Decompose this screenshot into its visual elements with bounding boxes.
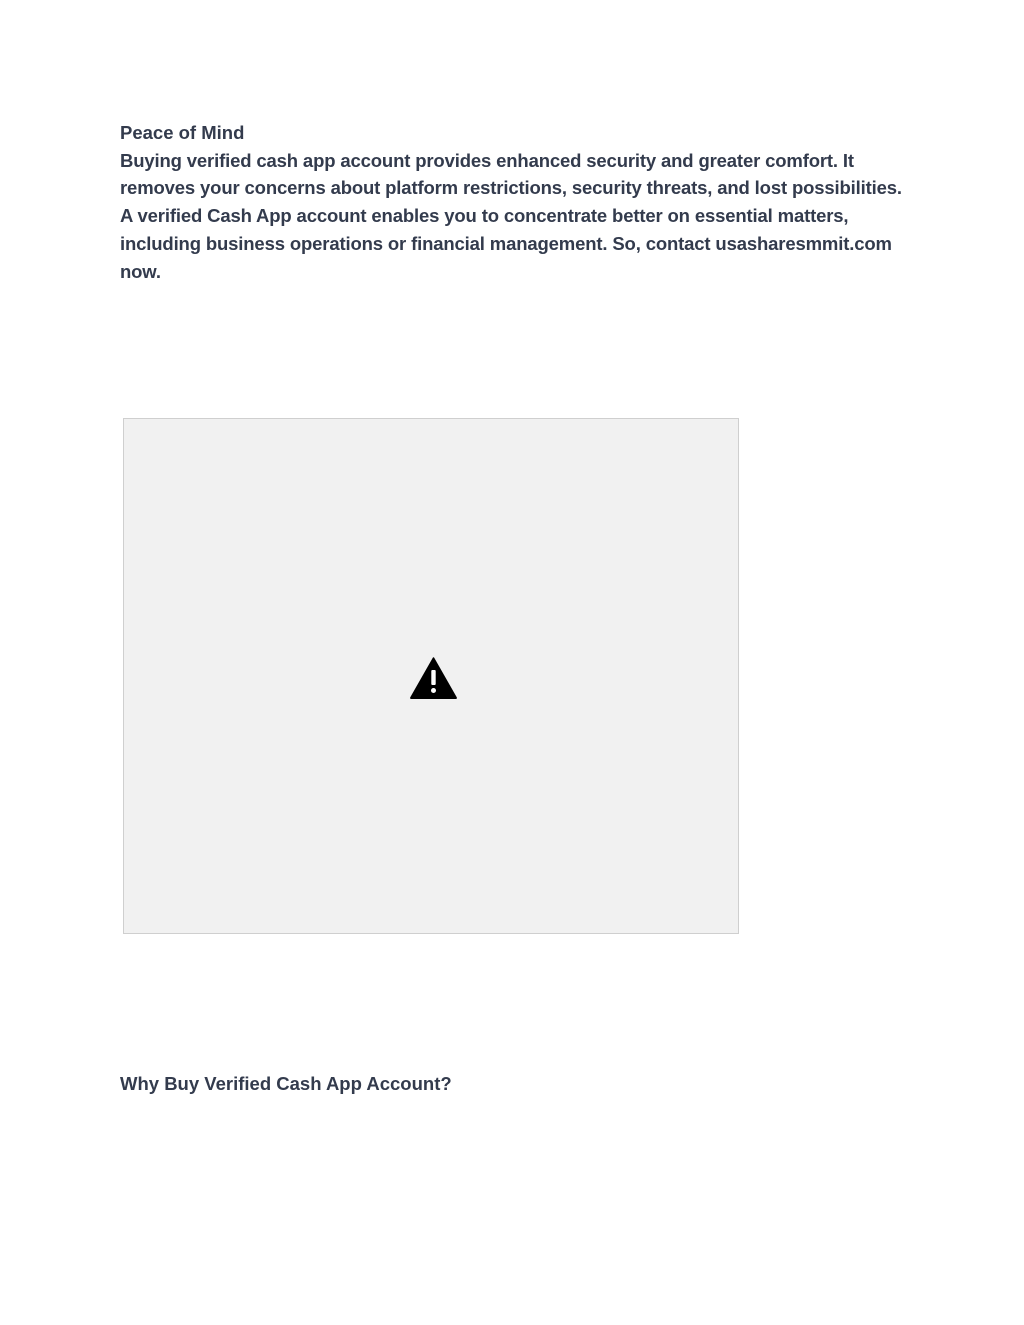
warning-icon xyxy=(410,657,457,699)
section-body-text: Buying verified cash app account provides enhanced security and greater comfort. It removes your concerns about platform restrictions, security threats, and lost possibilities. A verified Cash App account enables you to concentrate better on essential matters, including business operations or financial management. So, contact usasharesmmit.com now. xyxy=(120,149,902,282)
broken-image-placeholder xyxy=(123,418,739,934)
why-buy-heading: Why Buy Verified Cash App Account? xyxy=(120,1073,452,1094)
section-heading: Peace of Mind xyxy=(120,122,245,143)
peace-of-mind-section xyxy=(120,119,910,285)
